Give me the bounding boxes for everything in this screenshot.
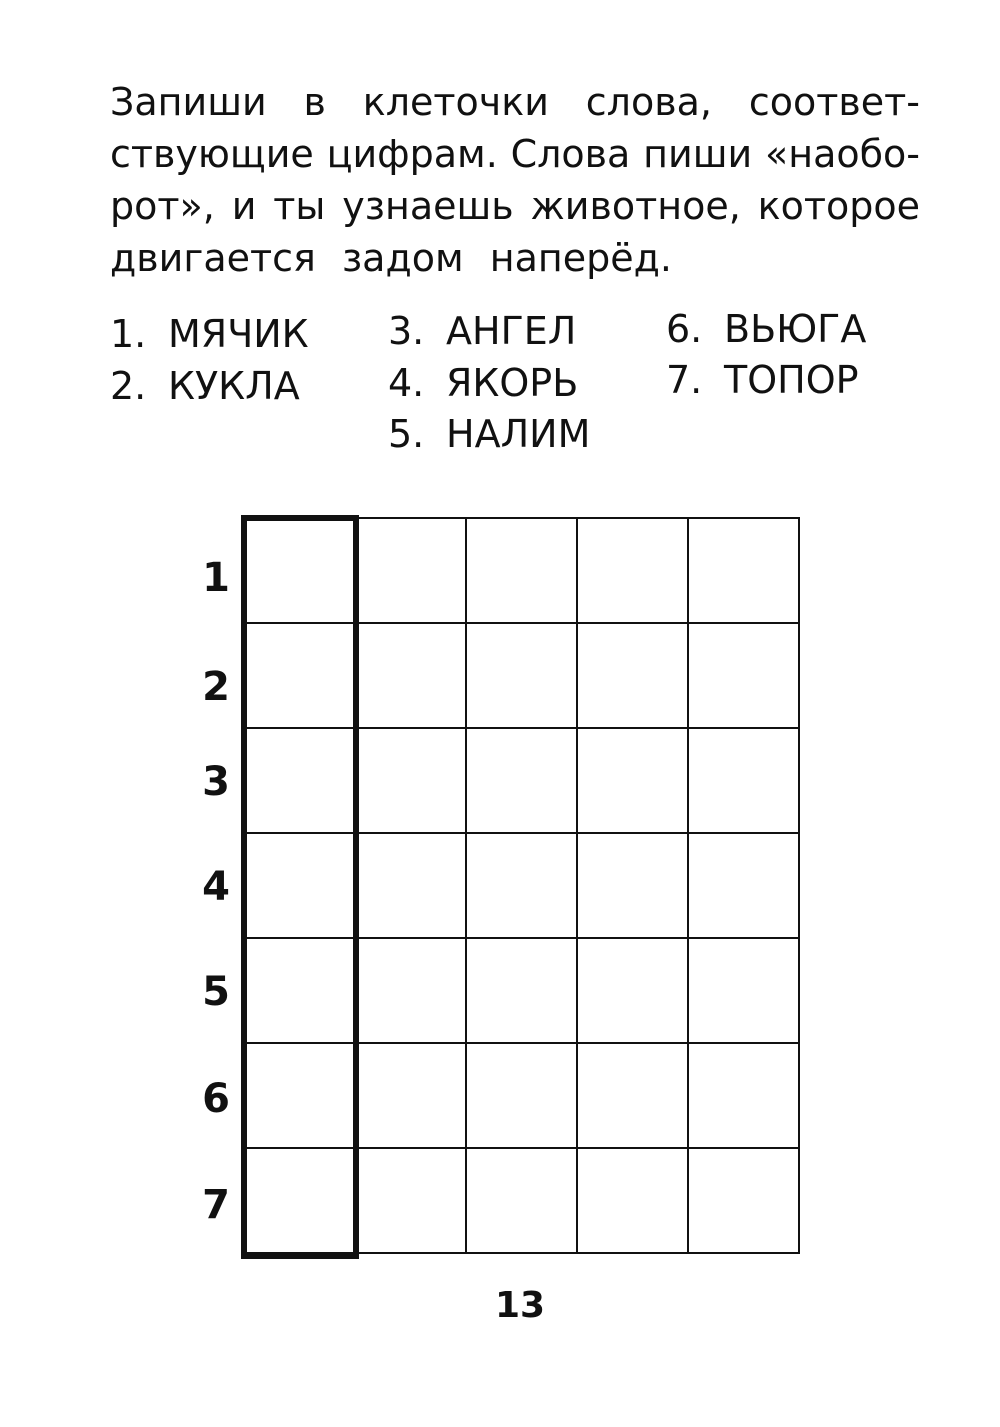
row-label-5: 5	[202, 969, 230, 1015]
grid-cell[interactable]	[355, 1043, 466, 1148]
word-item-4	[388, 361, 578, 405]
word-number: 5.	[388, 412, 425, 456]
grid-cell[interactable]	[355, 623, 466, 728]
crossword-grid	[243, 517, 800, 1254]
word-number: 3.	[388, 309, 425, 353]
grid-cell[interactable]	[466, 1148, 577, 1253]
row-label-1: 1	[202, 555, 230, 601]
grid-cell[interactable]	[688, 1043, 799, 1148]
word-number: 2.	[110, 364, 147, 408]
grid-cell[interactable]	[577, 938, 688, 1043]
grid-cell[interactable]	[244, 728, 355, 833]
word-text: АНГЕЛ	[446, 309, 577, 353]
grid-cell[interactable]	[244, 938, 355, 1043]
word-text: МЯЧИК	[168, 312, 309, 356]
grid-cell[interactable]	[466, 938, 577, 1043]
grid-cell[interactable]	[577, 1148, 688, 1253]
word-number: 1.	[110, 312, 147, 356]
word-number: 4.	[388, 361, 425, 405]
grid-row-4	[244, 833, 799, 938]
word-text: КУКЛА	[168, 364, 300, 408]
grid-cell[interactable]	[355, 833, 466, 938]
word-number: 6.	[666, 307, 703, 351]
grid-row-5	[244, 938, 799, 1043]
grid-cell[interactable]	[688, 833, 799, 938]
grid-cell[interactable]	[355, 938, 466, 1043]
grid-cell[interactable]	[577, 1043, 688, 1148]
grid-cell[interactable]	[244, 518, 355, 623]
word-text: ВЬЮГА	[724, 307, 867, 351]
row-label-7: 7	[202, 1182, 230, 1228]
row-label-6: 6	[202, 1076, 230, 1122]
grid-cell[interactable]	[577, 833, 688, 938]
grid-cell[interactable]	[688, 623, 799, 728]
grid-cell[interactable]	[466, 623, 577, 728]
grid-cell[interactable]	[688, 518, 799, 623]
grid-cell[interactable]	[466, 518, 577, 623]
grid-cell[interactable]	[688, 728, 799, 833]
grid-cell[interactable]	[466, 1043, 577, 1148]
grid-cell[interactable]	[466, 728, 577, 833]
instruction-line: Запиши в клеточки слова, соответ-	[110, 80, 920, 124]
grid-cell[interactable]	[466, 833, 577, 938]
grid-cell[interactable]	[688, 938, 799, 1043]
grid-cell[interactable]	[577, 728, 688, 833]
word-item-1	[110, 312, 309, 356]
grid-cell[interactable]	[244, 623, 355, 728]
instruction-line: рот», и ты узнаешь животное, которое	[110, 184, 920, 228]
grid-row-2	[244, 623, 799, 728]
word-item-6	[666, 307, 866, 351]
word-item-2	[110, 364, 300, 408]
grid-cell[interactable]	[577, 623, 688, 728]
word-number: 7.	[666, 358, 703, 402]
grid-row-3	[244, 728, 799, 833]
grid-cell[interactable]	[577, 518, 688, 623]
page-number: 13	[494, 1285, 546, 1326]
grid-row-7	[244, 1148, 799, 1253]
instruction-line: ствующие цифрам. Слова пиши «наобо-	[110, 132, 920, 176]
word-text: НАЛИМ	[446, 412, 591, 456]
grid-cell[interactable]	[355, 1148, 466, 1253]
row-label-3: 3	[202, 759, 230, 805]
grid-cell[interactable]	[244, 1043, 355, 1148]
grid-cell[interactable]	[355, 728, 466, 833]
grid-cell[interactable]	[688, 1148, 799, 1253]
word-text: ЯКОРЬ	[446, 361, 579, 405]
grid-row-6	[244, 1043, 799, 1148]
grid-cell[interactable]	[355, 518, 466, 623]
row-label-2: 2	[202, 664, 230, 710]
row-label-4: 4	[202, 864, 230, 910]
grid-cell[interactable]	[244, 1148, 355, 1253]
word-item-3	[388, 309, 576, 353]
word-item-7	[666, 358, 859, 402]
word-text: ТОПОР	[724, 358, 859, 402]
word-item-5	[388, 412, 590, 456]
grid-row-1	[244, 518, 799, 623]
instructions	[110, 76, 920, 284]
grid-cell[interactable]	[244, 833, 355, 938]
instruction-line: двигается задом наперёд.	[110, 236, 672, 280]
